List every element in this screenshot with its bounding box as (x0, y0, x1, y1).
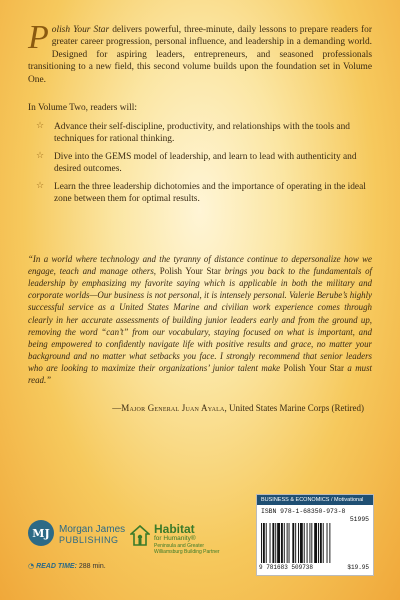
habitat-name: Habitat (154, 522, 195, 536)
star-outline-icon: ☆ (36, 180, 45, 191)
read-time-label: READ TIME: (36, 563, 77, 570)
benefit-text: Advance their self-discipline, productivity, and relationships with the tools and techniques for rational thinking. (54, 122, 350, 145)
price-code: 51995 (349, 516, 369, 523)
benefit-text: Learn the three leadership dichotomies and the importance of operating in the ideal zone between them for optimal results. (54, 181, 366, 205)
habitat-tagline: for Humanity® (154, 534, 196, 542)
barcode-panel (256, 494, 374, 576)
attribution-dash: — (112, 403, 122, 413)
benefit-item (34, 151, 372, 176)
benefits-list (34, 121, 372, 210)
endorsement-attribution (112, 403, 364, 413)
endorser-name: Major General Juan Ayala (121, 403, 225, 413)
description-text: delivers powerful, three-minute, daily lessons to prepare readers for greater career progression, personal influence, and leadership in a demanding world. Designed for aspiring leaders, entrepreneurs, and seasoned professionals transitioning to a new field, this second volume builds upon the foundation set in Volume One. (28, 25, 372, 85)
habitat-logo (130, 523, 230, 563)
bullets-lead-in: In Volume Two, readers will: (28, 103, 137, 113)
read-time-value: 288 min. (76, 563, 106, 570)
barcode-digits: 9 781683 509738 (259, 564, 314, 571)
benefit-item (34, 121, 372, 146)
morgan-james-logo-icon: MJ (28, 520, 54, 546)
quote-text: a must read.” (28, 362, 372, 386)
publisher-name (59, 525, 125, 545)
publisher-name-line1: Morgan James (59, 524, 126, 535)
benefit-text: Dive into the GEMS model of leadership, and learn to lead with authenticity and desired outcomes. (54, 151, 357, 175)
publisher-name-line2: PUBLISHING (59, 534, 119, 545)
habitat-partner: Peninsula and Greater Williamsburg Building Partner (154, 543, 220, 555)
star-outline-icon: ☆ (36, 150, 45, 161)
book-title-inline: olish Your Star (51, 25, 110, 35)
read-time (28, 562, 106, 570)
isbn: ISBN 978-1-68350-973-8 (261, 508, 346, 515)
star-outline-icon: ☆ (36, 121, 45, 131)
quote-text: brings you back to the fundamentals of leadership by emphasizing my favorite saying which is applicable in both the military and corporate worlds—Our business is not personal, it is intensely personal. Valerie Berube’s highly successful service as a United States Marine and civilian work experience comes through clearly in her accurate assessments of building junior leaders early and from the ground up, removing the word “can’t” from our vocabulary, staying focused on what is important, and being empowered to confidently navigate life with positive results and grace, no matter your background and no matter what setbacks you face. I strongly recommend that senior leaders who are looking to maximize their organizations’ junior talent make (28, 266, 373, 373)
endorser-affiliation: , United States Marine Corps (Retired) (224, 403, 364, 413)
house-icon (130, 525, 150, 547)
barcode-icon (261, 523, 371, 563)
benefit-item (34, 181, 372, 206)
drop-cap: P (28, 19, 49, 56)
category-band: BUSINESS & ECONOMICS / Motivational (257, 495, 373, 505)
book-description (28, 19, 372, 86)
endorsement-quote (28, 253, 372, 386)
quote-text: “In a world where technology and the tyranny of distance continue to depersonalize how we engage, teach and manage others, (28, 254, 372, 277)
publisher-logo (28, 520, 128, 578)
quote-book-title: Polish Your Star (283, 362, 344, 373)
price: $19.95 (347, 564, 369, 571)
quote-book-title: Polish Your Star (159, 266, 221, 277)
habitat-text (154, 523, 224, 555)
clock-icon: ◔ (28, 562, 35, 570)
